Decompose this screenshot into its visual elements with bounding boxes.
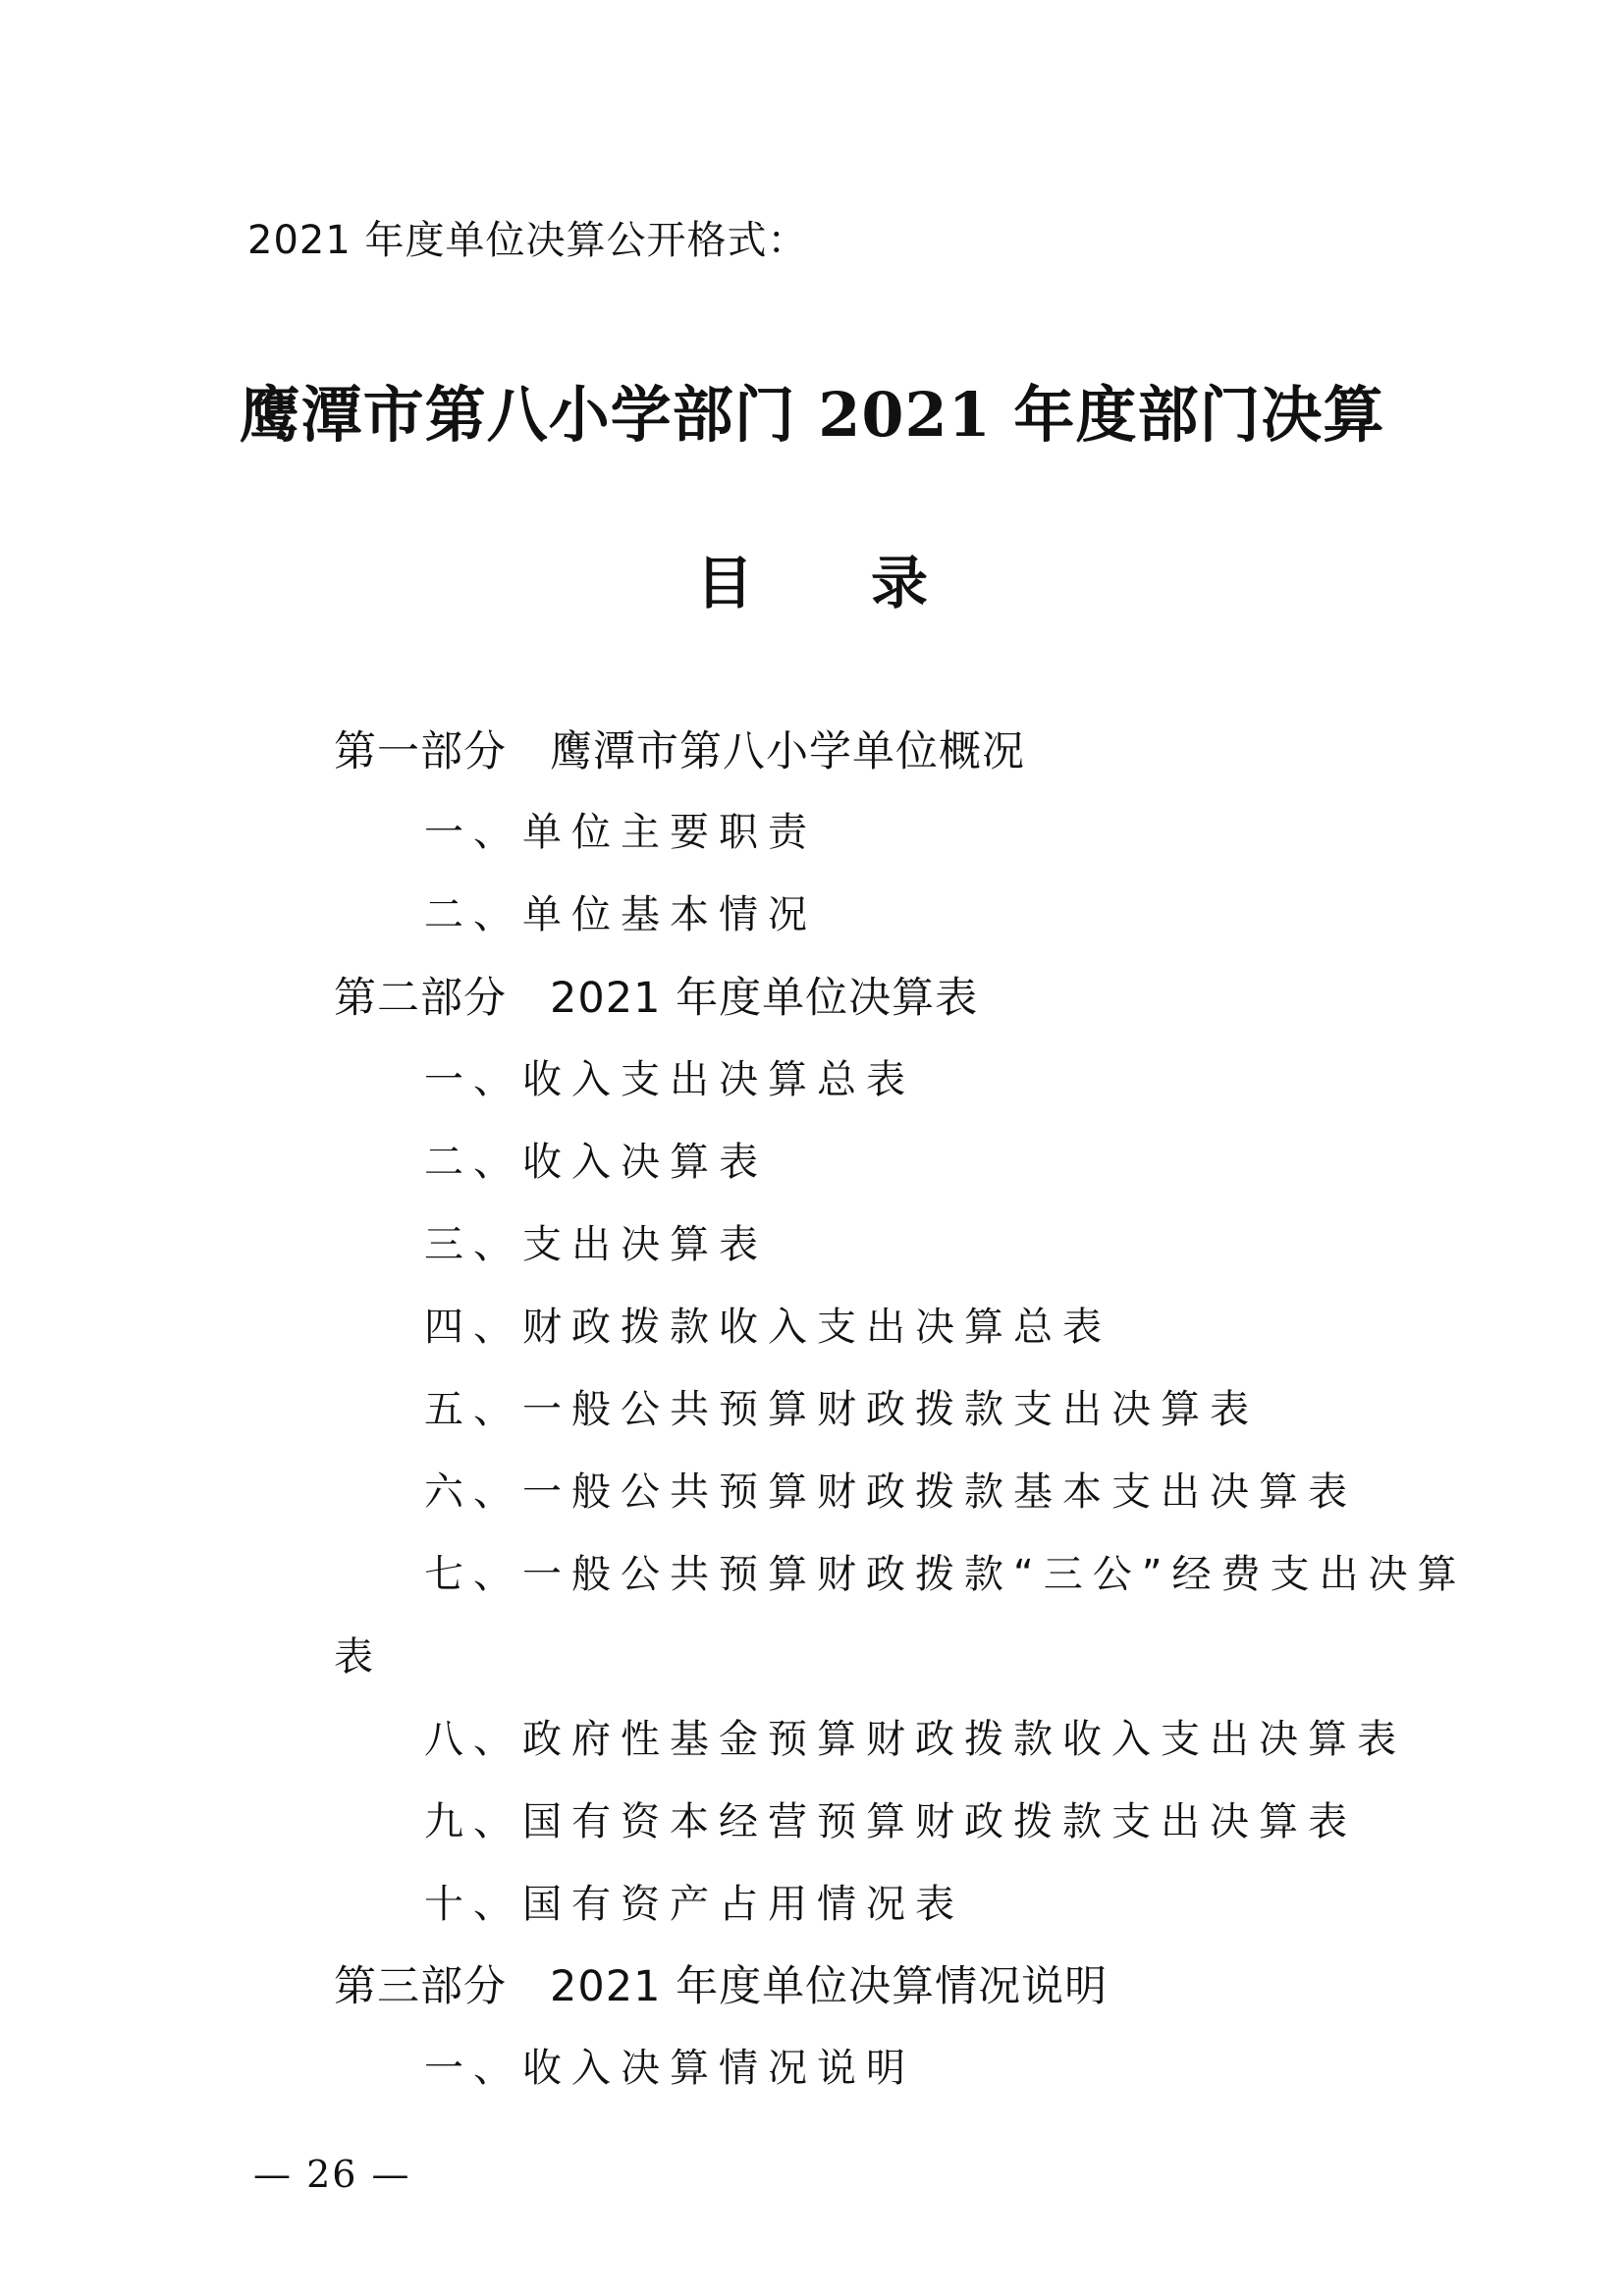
page-number: — 26 — xyxy=(253,2153,411,2196)
toc-part-1 xyxy=(334,727,1025,776)
toc-part-2-label: 第二部分 xyxy=(334,974,507,1023)
toc-part-2-title: 2021 年度单位决算表 xyxy=(550,974,979,1023)
toc-item: 七、一般公共预算财政拨款“三公”经费支出决算 xyxy=(424,1552,1467,1597)
toc-item: 三、支出决算表 xyxy=(424,1222,768,1267)
toc-item: 一、单位主要职责 xyxy=(424,810,817,855)
document-title: 鹰潭市第八小学部门 2021 年度部门决算 xyxy=(239,379,1385,451)
toc-part-3-title: 2021 年度单位决算情况说明 xyxy=(550,1962,1109,2011)
toc-item: 一、收入决算情况说明 xyxy=(424,2046,915,2091)
header-note: 2021 年度单位决算公开格式： xyxy=(247,218,808,263)
toc-part-3-label: 第三部分 xyxy=(334,1962,507,2011)
toc-item: 九、国有资本经营预算财政拨款支出决算表 xyxy=(424,1799,1357,1844)
toc-item: 二、单位基本情况 xyxy=(424,892,817,937)
toc-part-1-title: 鹰潭市第八小学单位概况 xyxy=(550,727,1025,776)
toc-item-continuation: 表 xyxy=(334,1634,383,1680)
toc-item: 四、财政拨款收入支出决算总表 xyxy=(424,1305,1111,1350)
toc-part-2 xyxy=(334,974,979,1023)
toc-item: 二、收入决算表 xyxy=(424,1140,768,1185)
toc-item: 十、国有资产占用情况表 xyxy=(424,1882,964,1927)
toc-part-1-label: 第一部分 xyxy=(334,727,507,776)
toc-heading xyxy=(0,550,1624,616)
toc-heading-char-2: 录 xyxy=(871,550,929,616)
toc-item: 六、一般公共预算财政拨款基本支出决算表 xyxy=(424,1469,1357,1515)
toc-item: 八、政府性基金预算财政拨款收入支出决算表 xyxy=(424,1717,1406,1762)
toc-part-3 xyxy=(334,1962,1109,2011)
toc-item: 五、一般公共预算财政拨款支出决算表 xyxy=(424,1387,1259,1432)
toc-heading-char-1: 目 xyxy=(695,550,753,616)
toc-item: 一、收入支出决算总表 xyxy=(424,1057,915,1102)
